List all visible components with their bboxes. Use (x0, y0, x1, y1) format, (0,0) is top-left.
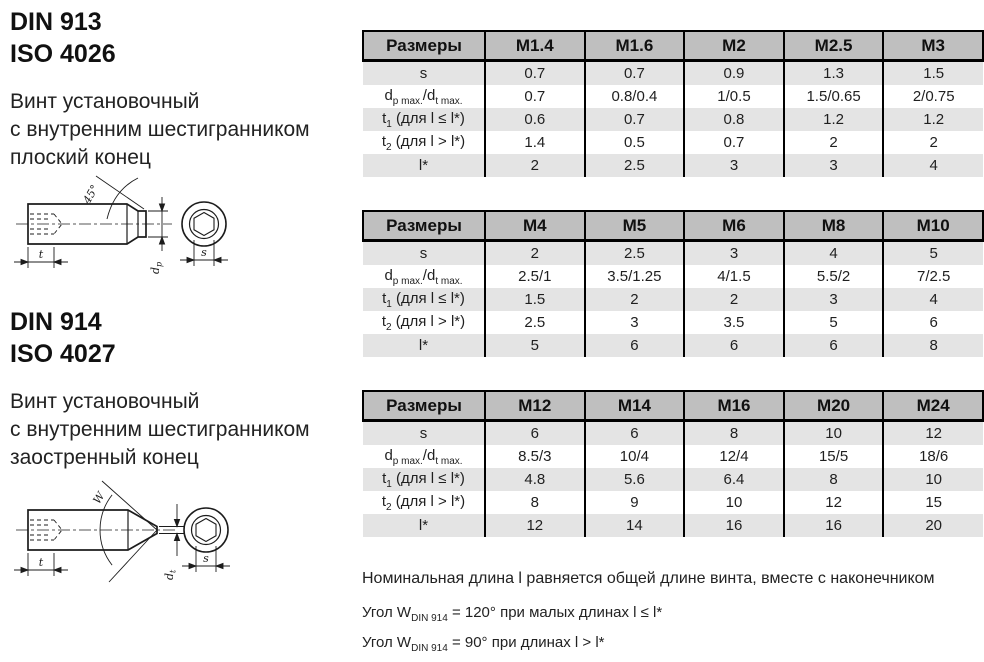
cell: 5.5/2 (784, 265, 884, 288)
cell: 1.3 (784, 61, 884, 86)
cell: 6 (585, 334, 685, 357)
din914-cone-point-drawing (10, 468, 240, 602)
t1-condition: (для l ≤ l*) (391, 109, 465, 127)
cell: 12 (784, 491, 884, 514)
hex-socket-outline (196, 519, 216, 542)
t1-condition: (для l ≤ l*) (391, 289, 465, 307)
t2-sub: 2 (386, 321, 392, 333)
cell: 8 (684, 421, 784, 446)
header-sizes: Размеры (363, 211, 485, 241)
header-m-size: M10 (883, 211, 983, 241)
cell: 12/4 (684, 445, 784, 468)
t2-condition: (для l > l*) (391, 492, 466, 510)
header-m-size: M8 (784, 211, 884, 241)
end-view (182, 202, 226, 246)
row-t2 (363, 131, 983, 154)
cell: 2 (485, 154, 585, 177)
row-dp-dt (363, 265, 983, 288)
cell: 1.2 (784, 108, 884, 131)
t-symbol: t (382, 289, 387, 307)
d-sub-p: p max. (392, 455, 423, 467)
note-nominal-length: Номинальная длина l равняется общей длине винта, вместе с наконечником (362, 570, 935, 587)
cell: 2/0.75 (883, 85, 983, 108)
s-label: s (201, 246, 207, 259)
row-label-s: s (363, 421, 485, 446)
row-s (363, 421, 983, 446)
row-label-dp-dt (363, 265, 485, 288)
d-sub-t: t max. (435, 275, 463, 287)
cell: 3 (684, 241, 784, 266)
angle-note-prefix: Угол W (362, 604, 412, 621)
cell: 1.5/0.65 (784, 85, 884, 108)
cell: 3 (784, 154, 884, 177)
cell: 12 (883, 421, 983, 446)
cell: 0.7 (485, 85, 585, 108)
cell: 0.5 (585, 131, 685, 154)
header-m-size: M3 (883, 31, 983, 61)
cell: 3 (784, 288, 884, 311)
row-label-t1 (363, 288, 485, 311)
cell: 0.9 (684, 61, 784, 86)
cell: 8 (784, 468, 884, 491)
cell: 0.6 (485, 108, 585, 131)
header-sizes: Размеры (363, 31, 485, 61)
cell: 8 (883, 334, 983, 357)
cell: 4 (784, 241, 884, 266)
t1-sub: 1 (386, 118, 392, 130)
cell: 0.8/0.4 (585, 85, 685, 108)
cell: 10/4 (585, 445, 685, 468)
cell: 9 (585, 491, 685, 514)
din914-standards (10, 306, 116, 370)
cell: 3.5 (684, 311, 784, 334)
dp-label: $d_p$ (149, 261, 164, 274)
row-t2 (363, 491, 983, 514)
row-label-t2 (363, 491, 485, 514)
din913-standards (10, 6, 116, 70)
header-m-size: M4 (485, 211, 585, 241)
t1-condition: (для l ≤ l*) (391, 469, 465, 487)
row-dp-dt (363, 85, 983, 108)
cell: 0.7 (684, 131, 784, 154)
standard-din913: DIN 913 (10, 8, 102, 36)
cell: 2 (684, 288, 784, 311)
desc-line: с внутренним шестигранником (10, 118, 310, 141)
cell: 6 (784, 334, 884, 357)
row-dp-dt (363, 445, 983, 468)
desc-line: плоский конец (10, 146, 151, 169)
row-label-lstar: l* (363, 514, 485, 537)
t2-sub: 2 (386, 141, 392, 153)
row-s (363, 61, 983, 86)
angle-label: 45° (80, 182, 102, 206)
d-sub-t: t max. (435, 95, 463, 107)
t2-condition: (для l > l*) (391, 312, 466, 330)
cell: 0.7 (585, 108, 685, 131)
cell: 8 (485, 491, 585, 514)
cell: 2 (784, 131, 884, 154)
footnotes (362, 570, 984, 659)
cell: 2.5 (585, 241, 685, 266)
cell: 18/6 (883, 445, 983, 468)
desc-line: Винт установочный (10, 90, 200, 113)
note-angle-120 (362, 602, 984, 629)
t-symbol: t (381, 312, 387, 330)
header-m-size: M2 (684, 31, 784, 61)
cell: 2.5 (485, 311, 585, 334)
row-lstar (363, 514, 983, 537)
header-row (363, 391, 983, 421)
cell: 3.5/1.25 (585, 265, 685, 288)
header-sizes: Размеры (363, 391, 485, 421)
angle-label: W (90, 489, 108, 507)
cell: 0.7 (585, 61, 685, 86)
cell: 4 (883, 154, 983, 177)
row-label-t1 (363, 108, 485, 131)
header-m-size: M24 (883, 391, 983, 421)
t2-sub: 2 (386, 501, 392, 513)
cell: 2.5 (585, 154, 685, 177)
cell: 6 (485, 421, 585, 446)
cell: 2.5/1 (485, 265, 585, 288)
row-t1 (363, 108, 983, 131)
d-sub-p: p max. (392, 275, 423, 287)
cell: 5 (883, 241, 983, 266)
row-label-t1 (363, 468, 485, 491)
chamfer-angle-annotation (96, 176, 144, 219)
dt-label: $d_t$ (163, 569, 178, 580)
end-view (184, 508, 228, 552)
row-label-lstar: l* (363, 334, 485, 357)
cell: 7/2.5 (883, 265, 983, 288)
cell: 14 (585, 514, 685, 537)
cell: 15 (883, 491, 983, 514)
standard-din914: DIN 914 (10, 308, 102, 336)
row-lstar (363, 154, 983, 177)
cell: 1.5 (485, 288, 585, 311)
header-m-size: M20 (784, 391, 884, 421)
cell: 6 (883, 311, 983, 334)
cell: 2 (883, 131, 983, 154)
d-symbol: d (384, 446, 393, 464)
row-label-dp-dt (363, 445, 485, 468)
t-symbol: t (382, 469, 387, 487)
desc-line: Винт установочный (10, 390, 200, 413)
t-symbol: t (382, 109, 387, 127)
angle-note-sub: DIN 914 (411, 643, 448, 654)
d-symbol: /d (422, 86, 436, 104)
hex-socket-outline (194, 213, 214, 236)
cell: 1.5 (883, 61, 983, 86)
din913-flat-point-drawing (10, 164, 240, 294)
d-symbol: /d (422, 446, 436, 464)
header-m-size: M12 (485, 391, 585, 421)
dimension-table-m12-m24 (362, 390, 984, 537)
dimension-table-m1_4-m3 (362, 30, 984, 177)
row-s (363, 241, 983, 266)
d-symbol: d (384, 266, 393, 284)
left-column (10, 0, 362, 628)
header-m-size: M16 (684, 391, 784, 421)
standard-iso4026: ISO 4026 (10, 40, 116, 68)
row-lstar (363, 334, 983, 357)
cell: 2 (485, 241, 585, 266)
t-label: t (38, 248, 44, 261)
d-sub-p: p max. (392, 95, 423, 107)
row-t1 (363, 468, 983, 491)
desc-line: с внутренним шестигранником (10, 418, 310, 441)
cell: 1.2 (883, 108, 983, 131)
cell: 3 (585, 311, 685, 334)
note-angle-90 (362, 632, 984, 659)
row-label-t2 (363, 131, 485, 154)
cell: 8.5/3 (485, 445, 585, 468)
cell: 12 (485, 514, 585, 537)
angle-note-sub: DIN 914 (411, 613, 448, 624)
row-label-dp-dt (363, 85, 485, 108)
cell: 5 (485, 334, 585, 357)
cell: 4 (883, 288, 983, 311)
right-column (362, 30, 984, 662)
cell: 6 (585, 421, 685, 446)
cell: 16 (684, 514, 784, 537)
angle-note-rest: = 90° при длинах l > l* (447, 634, 605, 651)
cell: 6 (684, 334, 784, 357)
row-label-t2 (363, 311, 485, 334)
cell: 0.8 (684, 108, 784, 131)
angle-note-rest: = 120° при малых длинах l ≤ l* (447, 604, 663, 621)
cell: 3 (684, 154, 784, 177)
cell: 6.4 (684, 468, 784, 491)
cell: 16 (784, 514, 884, 537)
row-label-s: s (363, 61, 485, 86)
row-t1 (363, 288, 983, 311)
cell: 5 (784, 311, 884, 334)
t2-condition: (для l > l*) (391, 132, 466, 150)
d-symbol: d (384, 86, 393, 104)
d-sub-t: t max. (435, 455, 463, 467)
row-t2 (363, 311, 983, 334)
din914-description (10, 388, 310, 472)
angle-note-prefix: Угол W (362, 634, 412, 651)
header-m-size: M6 (684, 211, 784, 241)
din913-description (10, 88, 310, 172)
row-label-lstar: l* (363, 154, 485, 177)
desc-line: заостренный конец (10, 446, 199, 469)
s-label: s (203, 552, 209, 565)
header-row (363, 31, 983, 61)
t-symbol: t (381, 132, 387, 150)
cell: 5.6 (585, 468, 685, 491)
t1-sub: 1 (386, 298, 392, 310)
cell: 1/0.5 (684, 85, 784, 108)
cell: 4/1.5 (684, 265, 784, 288)
cell: 4.8 (485, 468, 585, 491)
header-row (363, 211, 983, 241)
header-m-size: M5 (585, 211, 685, 241)
cell: 10 (883, 468, 983, 491)
cell: 10 (684, 491, 784, 514)
header-m-size: M2.5 (784, 31, 884, 61)
header-m-size: M1.4 (485, 31, 585, 61)
cell: 10 (784, 421, 884, 446)
t-symbol: t (381, 492, 387, 510)
header-m-size: M1.6 (585, 31, 685, 61)
cell: 1.4 (485, 131, 585, 154)
cell: 0.7 (485, 61, 585, 86)
t-label: t (38, 556, 44, 569)
cell: 15/5 (784, 445, 884, 468)
cell: 20 (883, 514, 983, 537)
t1-sub: 1 (386, 478, 392, 490)
standard-iso4027: ISO 4027 (10, 340, 116, 368)
d-symbol: /d (422, 266, 436, 284)
row-label-s: s (363, 241, 485, 266)
header-m-size: M14 (585, 391, 685, 421)
cell: 2 (585, 288, 685, 311)
dimension-table-m4-m10 (362, 210, 984, 357)
